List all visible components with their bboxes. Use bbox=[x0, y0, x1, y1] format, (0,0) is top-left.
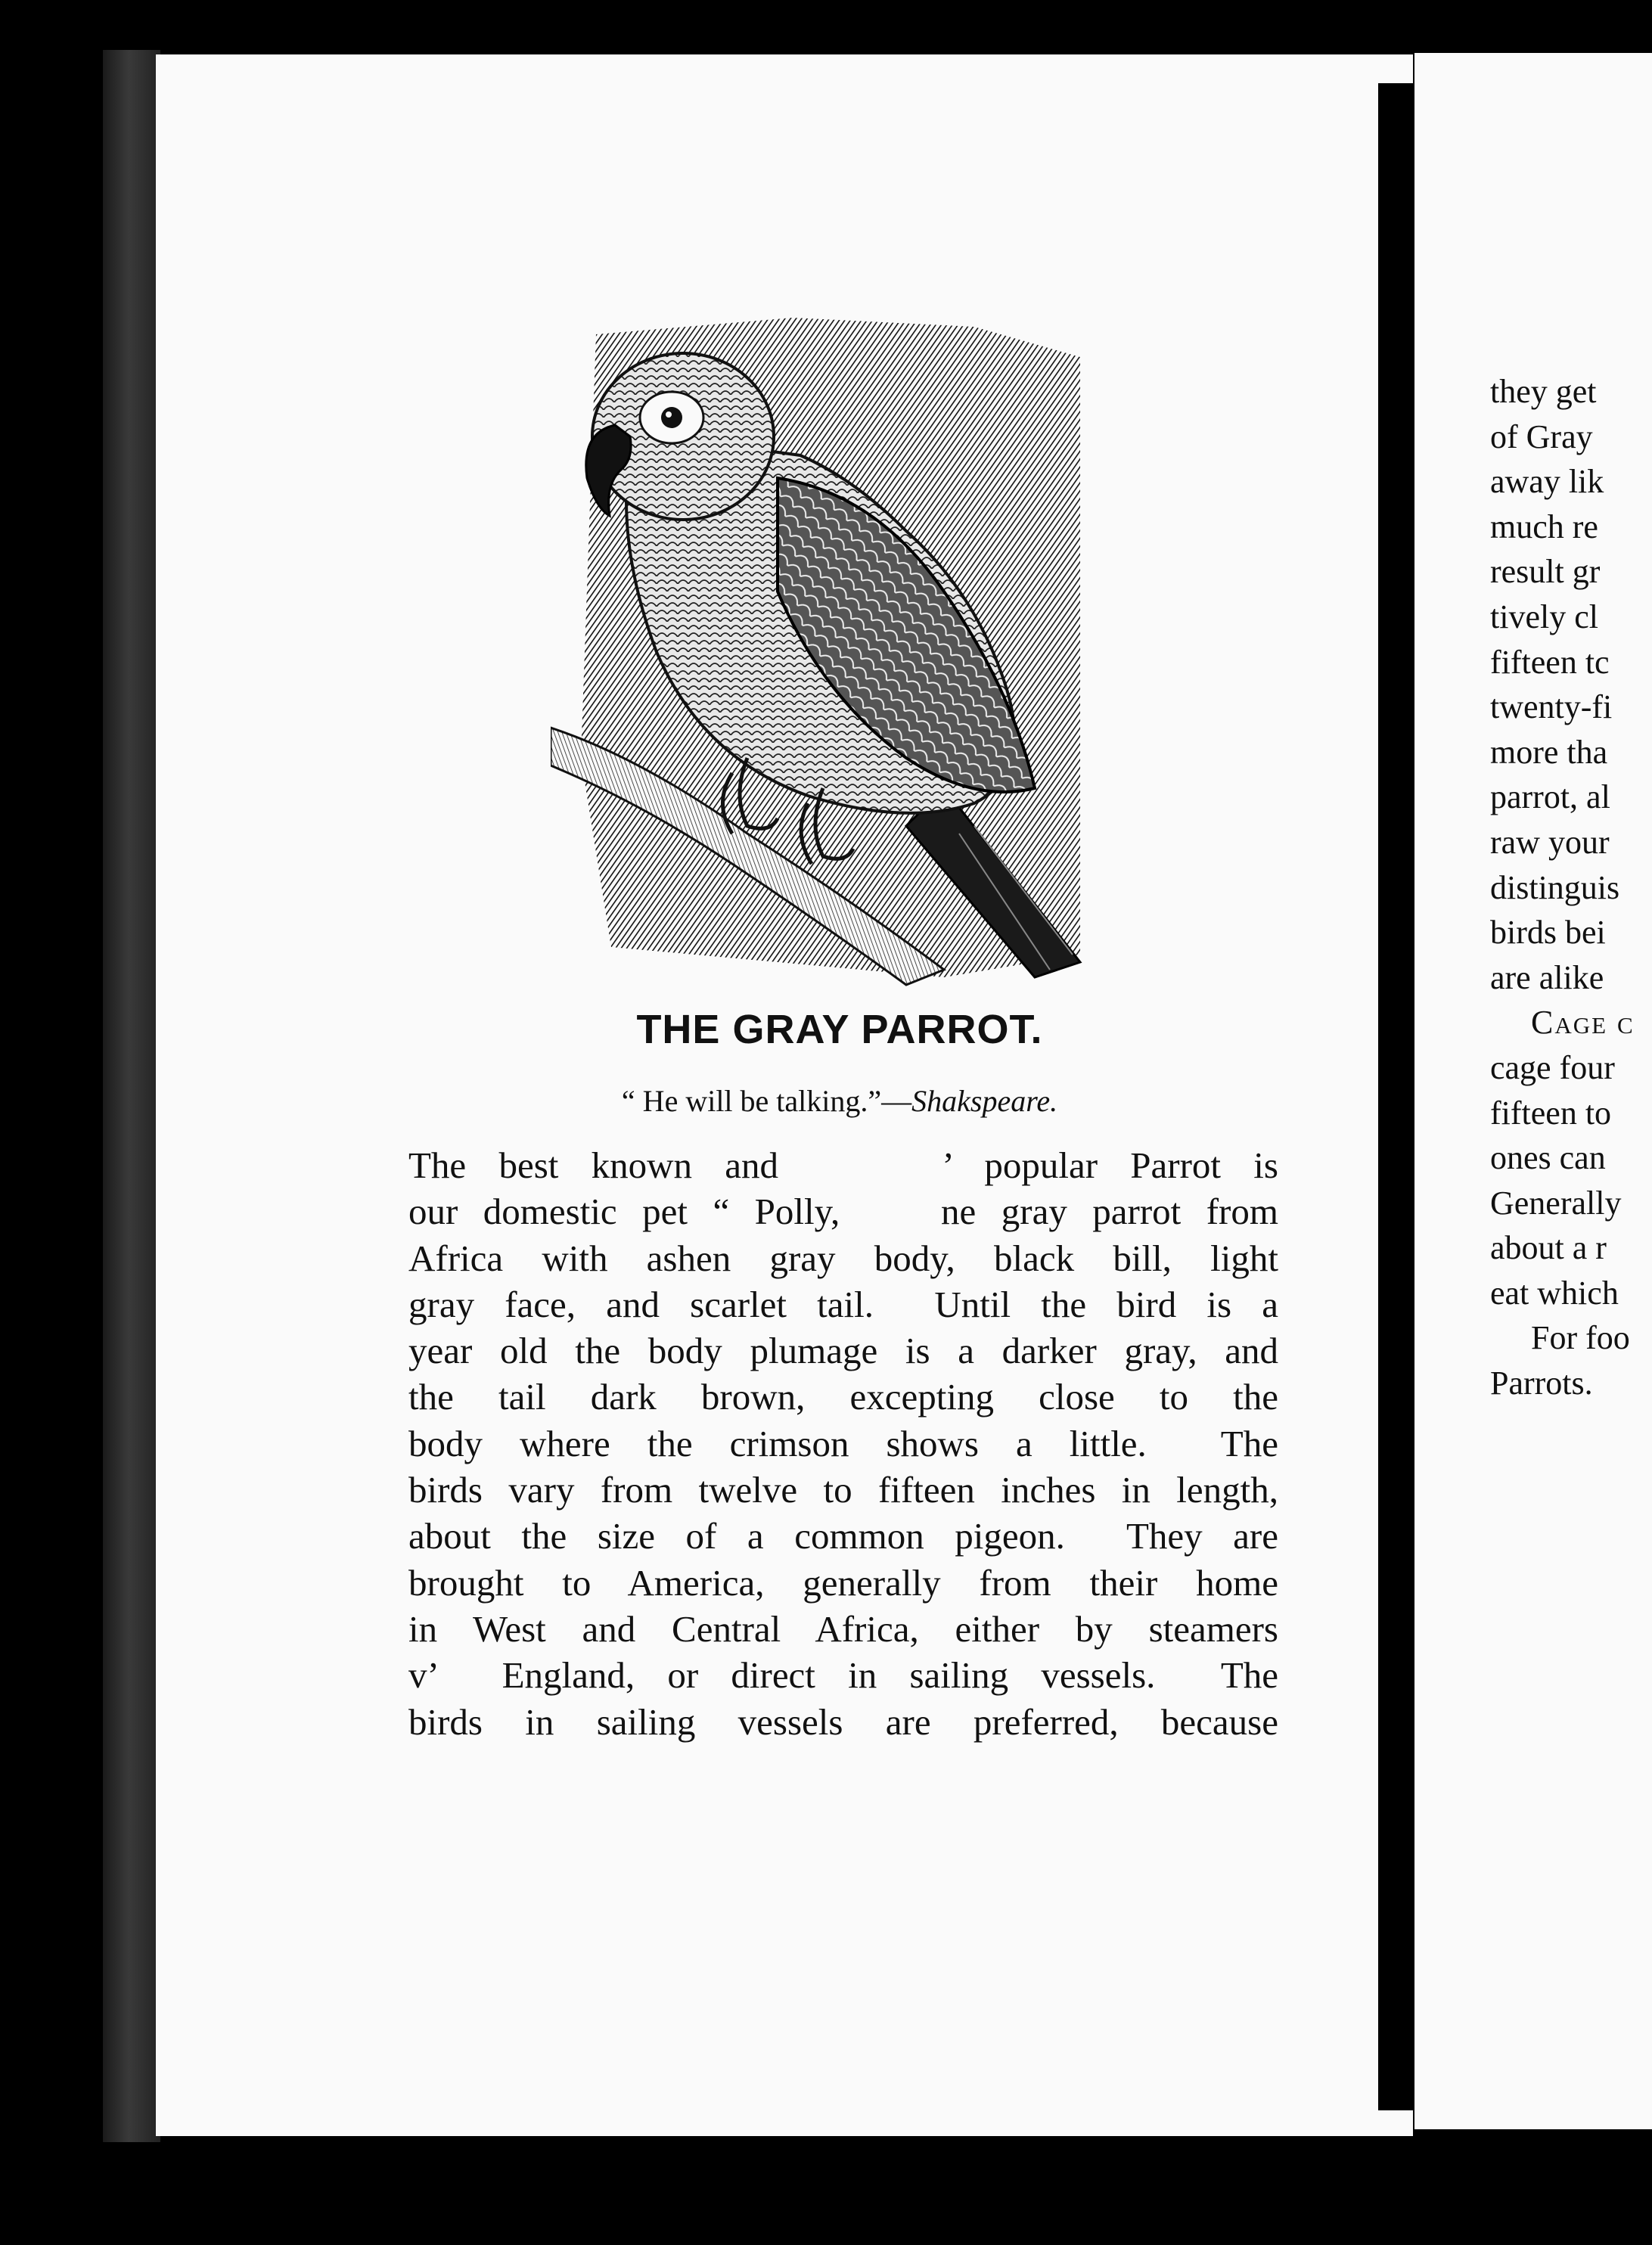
body-line: year old the body plumage is a darker gray, and bbox=[408, 1330, 1278, 1372]
right-line: parrot, al bbox=[1490, 778, 1610, 816]
right-line: Generally bbox=[1490, 1184, 1622, 1222]
right-line: away lik bbox=[1490, 463, 1604, 501]
book-gutter bbox=[1378, 83, 1416, 2110]
right-line: fifteen tc bbox=[1490, 643, 1610, 681]
right-line: more tha bbox=[1490, 733, 1608, 771]
body-line: birds vary from twelve to fifteen inches in length, bbox=[408, 1469, 1278, 1511]
right-line: ones can bbox=[1490, 1139, 1606, 1177]
body-line: about the size of a common pigeon. They are bbox=[408, 1515, 1278, 1557]
right-line: twenty-fi bbox=[1490, 688, 1613, 726]
right-line: tively cl bbox=[1490, 598, 1598, 635]
right-line: Parrots. bbox=[1490, 1365, 1593, 1402]
body-line: in West and Central Africa, either by steamers bbox=[408, 1607, 1278, 1650]
right-line: much re bbox=[1490, 508, 1598, 545]
right-line: of Gray bbox=[1490, 418, 1593, 455]
right-line: fifteen to bbox=[1490, 1094, 1612, 1132]
right-line: eat which bbox=[1490, 1274, 1619, 1312]
body-paragraph bbox=[408, 1142, 1278, 1745]
body-line: body where the crimson shows a little. The bbox=[408, 1422, 1278, 1464]
epigraph-author: Shakspeare. bbox=[911, 1084, 1058, 1118]
right-line: For foo bbox=[1531, 1319, 1630, 1357]
right-line: about a r bbox=[1490, 1229, 1607, 1267]
body-line: gray face, and scarlet tail. Until the bird is a bbox=[408, 1283, 1278, 1325]
body-line: The best known and ’ popular Parrot is bbox=[408, 1144, 1278, 1186]
body-line: the tail dark brown, excepting close to the bbox=[408, 1376, 1278, 1418]
body-line: v’ England, or direct in sailing vessels. The bbox=[408, 1654, 1278, 1697]
right-line: Cage c bbox=[1531, 1004, 1635, 1042]
right-line: are alike bbox=[1490, 958, 1604, 996]
gray-parrot-illustration bbox=[551, 304, 1144, 991]
body-line: brought to America, generally from their home bbox=[408, 1561, 1278, 1604]
body-line: our domestic pet “ Polly, ne gray parrot from bbox=[408, 1191, 1278, 1233]
epigraph bbox=[560, 1083, 1119, 1119]
right-line: they get bbox=[1490, 373, 1597, 410]
right-page-text bbox=[1490, 369, 1652, 1406]
right-line: cage four bbox=[1490, 1048, 1615, 1086]
right-line: result gr bbox=[1490, 553, 1601, 591]
body-line: Africa with ashen gray body, black bill, light bbox=[408, 1237, 1278, 1279]
right-line: raw your bbox=[1490, 823, 1610, 861]
body-line: birds in sailing vessels are preferred, because bbox=[408, 1700, 1278, 1743]
epigraph-quote: “ He will be talking.”— bbox=[621, 1084, 912, 1118]
page-title: THE GRAY PARROT. bbox=[636, 1007, 1043, 1052]
right-line: birds bei bbox=[1490, 914, 1606, 952]
book-left-edge bbox=[103, 50, 160, 2142]
right-line: distinguis bbox=[1490, 868, 1620, 906]
